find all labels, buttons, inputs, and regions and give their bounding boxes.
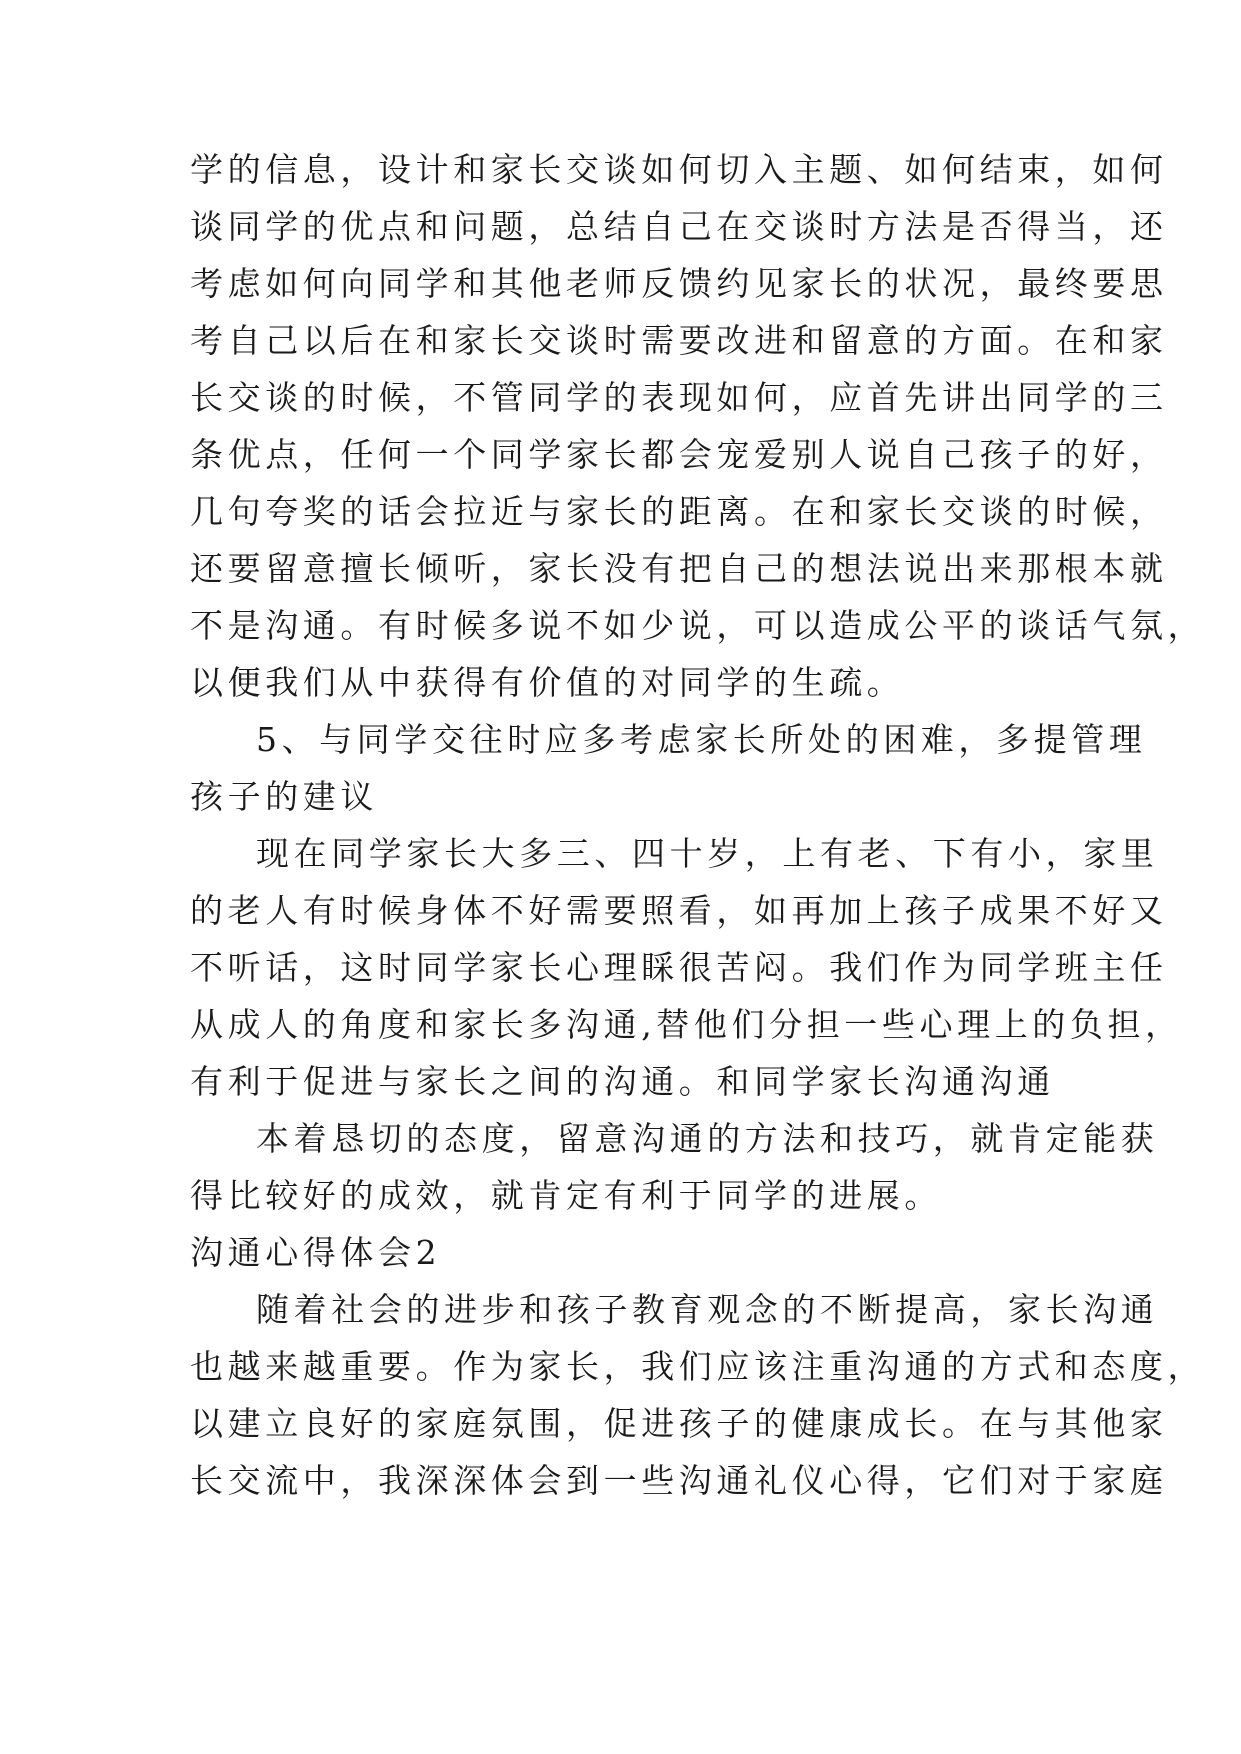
section-heading: 5、与同学交往时应多考虑家长所处的困难，多提管理 xyxy=(256,720,1147,759)
text-line: 考自己以后在和家长交谈时需要改进和留意的方面。在和家 xyxy=(190,321,1168,360)
text-line: 学的信息，设计和家长交谈如何切入主题、如何结束，如何 xyxy=(190,150,1168,189)
text-line: 不是沟通。有时候多说不如少说，可以造成公平的谈话气氛， xyxy=(190,606,1206,645)
section-title: 沟通心得体会2 xyxy=(190,1233,442,1272)
text-line: 随着社会的进步和孩子教育观念的不断提高，家长沟通 xyxy=(256,1290,1159,1329)
text-line: 现在同学家长大多三、四十岁，上有老、下有小，家里 xyxy=(256,834,1159,873)
section-heading-continued: 孩子的建议 xyxy=(190,777,378,816)
text-line: 以建立良好的家庭氛围，促进孩子的健康成长。在与其他家 xyxy=(190,1404,1168,1443)
text-line: 本着恳切的态度，留意沟通的方法和技巧，就肯定能获 xyxy=(256,1119,1159,1158)
text-line: 长交流中，我深深体会到一些沟通礼仪心得，它们对于家庭 xyxy=(190,1461,1168,1500)
text-line: 以便我们从中获得有价值的对同学的生疏。 xyxy=(190,663,905,702)
text-line: 考虑如何向同学和其他老师反馈约见家长的状况，最终要思 xyxy=(190,264,1168,303)
text-line: 几句夸奖的话会拉近与家长的距离。在和家长交谈的时候， xyxy=(190,492,1168,531)
text-line: 也越来越重要。作为家长，我们应该注重沟通的方式和态度， xyxy=(190,1347,1206,1386)
text-line: 不听话，这时同学家长心理睬很苦闷。我们作为同学班主任 xyxy=(190,948,1168,987)
text-line: 得比较好的成效，就肯定有利于同学的进展。 xyxy=(190,1176,942,1215)
text-line: 还要留意擅长倾听，家长没有把自己的想法说出来那根本就 xyxy=(190,549,1168,588)
text-line: 条优点，任何一个同学家长都会宠爱别人说自己孩子的好， xyxy=(190,435,1168,474)
text-line: 长交谈的时候，不管同学的表现如何，应首先讲出同学的三 xyxy=(190,378,1168,417)
text-line: 谈同学的优点和问题，总结自己在交谈时方法是否得当，还 xyxy=(190,207,1168,246)
text-line: 的老人有时候身体不好需要照看，如再加上孩子成果不好又 xyxy=(190,891,1168,930)
text-line: 从成人的角度和家长多沟通,替他们分担一些心理上的负担， xyxy=(190,1005,1183,1044)
text-line: 有利于促进与家长之间的沟通。和同学家长沟通沟通 xyxy=(190,1062,1055,1101)
